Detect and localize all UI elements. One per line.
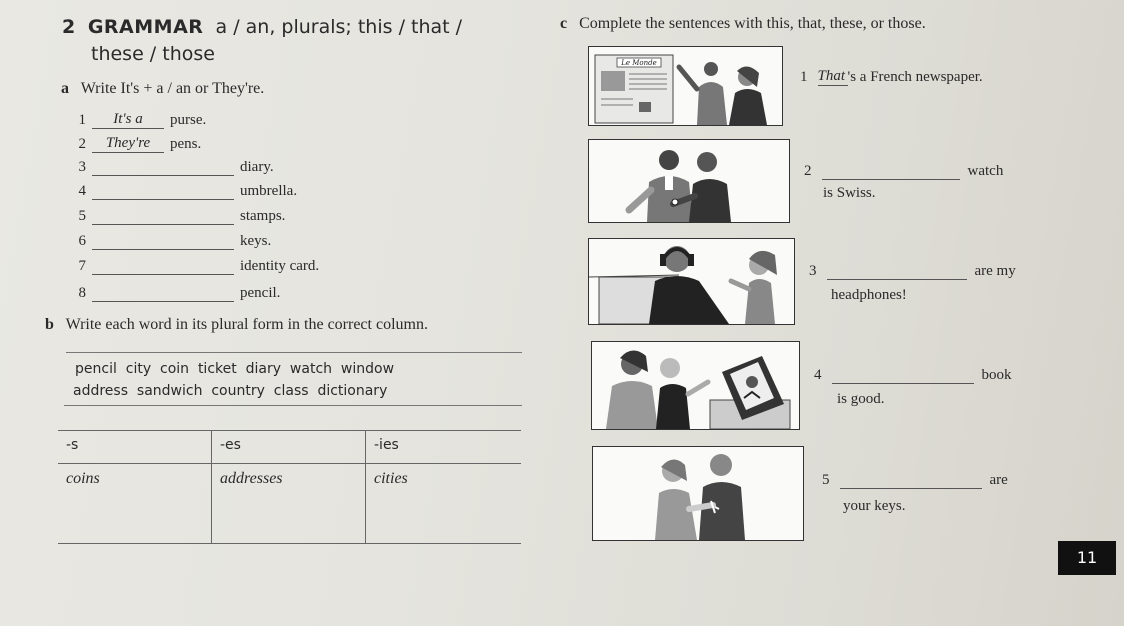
answer-blank[interactable]: They're xyxy=(92,134,164,153)
answer-blank[interactable] xyxy=(92,175,234,176)
answer-blank[interactable]: That xyxy=(818,67,848,86)
exercise-c-item-3-line2: headphones! xyxy=(831,287,907,303)
exercise-a-instruction: Write It's + a / an or They're. xyxy=(80,80,265,97)
word-box-line2: address sandwich country class dictionary xyxy=(73,383,388,399)
exercise-a-item-2 xyxy=(72,134,201,153)
item-text: are xyxy=(989,472,1008,488)
illustration-book xyxy=(591,341,800,430)
section-number: 2 xyxy=(62,16,76,38)
page-number: 11 xyxy=(1058,541,1116,575)
answer-blank[interactable] xyxy=(92,224,234,225)
answer-blank[interactable] xyxy=(827,279,967,280)
item-number: 7 xyxy=(78,258,86,274)
exercise-c-item-2 xyxy=(804,162,1003,180)
item-number: 1 xyxy=(78,112,86,128)
exercise-a-item-6 xyxy=(72,232,271,250)
exercise-c-heading xyxy=(560,15,926,33)
table-cell-cities[interactable]: cities xyxy=(366,464,522,544)
illustration-headphones xyxy=(588,238,795,325)
answer-blank[interactable] xyxy=(92,274,234,275)
exercise-c-instruction: Complete the sentences with this, that, these, or those. xyxy=(579,15,926,32)
exercise-a-item-5 xyxy=(72,207,285,225)
answer-blank[interactable] xyxy=(832,383,974,384)
item-word: umbrella. xyxy=(240,183,298,199)
answer-blank[interactable] xyxy=(840,488,982,489)
table-header-es: -es xyxy=(212,431,366,464)
exercise-b-letter: b xyxy=(45,316,54,333)
item-word: identity card. xyxy=(240,258,320,274)
exercise-c-item-5-line2: your keys. xyxy=(843,498,906,514)
item-number: 1 xyxy=(800,69,808,85)
item-text: book xyxy=(981,367,1012,383)
exercise-a-item-3 xyxy=(72,158,274,176)
exercise-a-item-7 xyxy=(72,257,319,275)
exercise-c-item-3 xyxy=(809,262,1016,280)
answer-blank[interactable]: It's a xyxy=(92,110,164,129)
exercise-c-item-2-line2: is Swiss. xyxy=(823,185,876,201)
item-number: 3 xyxy=(78,159,86,175)
word-box-bottom-rule xyxy=(64,405,522,406)
item-word: purse. xyxy=(170,112,207,128)
item-number: 5 xyxy=(822,472,830,488)
illustration-newspaper xyxy=(588,46,783,126)
exercise-c-item-1 xyxy=(800,67,983,86)
item-number: 6 xyxy=(78,233,86,249)
item-text: watch xyxy=(967,163,1004,179)
table-header-ies: -ies xyxy=(366,431,522,464)
word-box-line1: pencil city coin ticket diary watch window xyxy=(75,361,395,377)
word-box-top-rule xyxy=(66,352,522,353)
exercise-c-item-4 xyxy=(814,366,1012,384)
plural-columns-table xyxy=(58,430,521,544)
item-text: 's a French newspaper. xyxy=(847,69,983,85)
exercise-a-letter: a xyxy=(61,80,69,97)
illustration-watch xyxy=(588,139,790,223)
exercise-b-instruction: Write each word in its plural form in the correct column. xyxy=(65,316,428,333)
table-cell-coins[interactable]: coins xyxy=(58,464,212,544)
item-number: 4 xyxy=(814,367,822,383)
section-title: GRAMMAR xyxy=(87,16,204,38)
item-number: 2 xyxy=(78,136,86,152)
section-subtitle-line1: a / an, plurals; this / that / xyxy=(215,16,463,38)
exercise-a-item-4 xyxy=(72,182,297,200)
answer-blank[interactable] xyxy=(92,199,234,200)
section-heading xyxy=(62,16,462,38)
exercise-b-heading xyxy=(45,316,428,334)
newspaper-masthead: Le Monde xyxy=(621,59,657,67)
item-number: 5 xyxy=(78,208,86,224)
item-number: 4 xyxy=(78,183,86,199)
item-number: 8 xyxy=(78,285,86,301)
exercise-c-letter: c xyxy=(560,15,568,32)
illustration-keys xyxy=(592,446,804,541)
section-subtitle-line2: these / those xyxy=(91,43,215,65)
exercise-a-heading xyxy=(61,80,264,98)
table-header-s: -s xyxy=(58,431,212,464)
table-cell-addresses[interactable]: addresses xyxy=(212,464,366,544)
item-word: keys. xyxy=(240,233,272,249)
item-word: diary. xyxy=(240,159,274,175)
item-word: stamps. xyxy=(240,208,286,224)
answer-blank[interactable] xyxy=(92,249,234,250)
exercise-a-item-8 xyxy=(72,284,280,302)
exercise-a-item-1 xyxy=(72,110,206,129)
item-number: 3 xyxy=(809,263,817,279)
answer-blank[interactable] xyxy=(92,301,234,302)
item-word: pens. xyxy=(170,136,202,152)
exercise-c-item-4-line2: is good. xyxy=(837,391,885,407)
item-text: are my xyxy=(974,263,1016,279)
exercise-c-item-5 xyxy=(822,471,1008,489)
item-number: 2 xyxy=(804,163,812,179)
item-word: pencil. xyxy=(240,285,281,301)
answer-blank[interactable] xyxy=(822,179,960,180)
